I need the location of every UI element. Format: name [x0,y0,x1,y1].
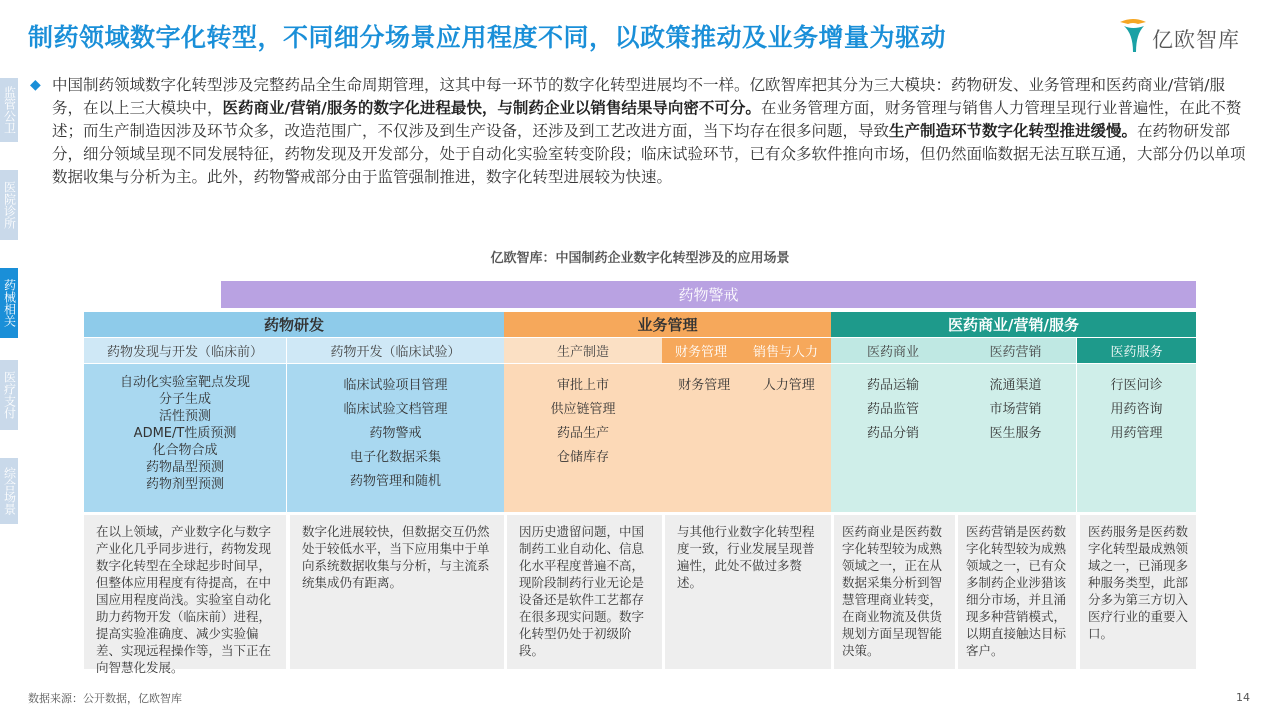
desc-service: 医药服务是医药数字化转型最成熟领域之一，已涌现多种服务类型，此部分多为第三方切入医疗行业的重要入口。 [1080,515,1196,669]
intro-bold-1: 医药商业/营销/服务的数字化进程最快，与制药企业以销售结果导向密不可分。 [222,99,761,117]
source-note: 数据来源：公开数据，亿欧智库 [28,692,182,705]
side-nav-item-payment[interactable]: 医疗支付 [0,360,18,430]
items-finance-sales [662,364,831,512]
desc-clinical: 数字化进展较快，但数据交互仍然处于较低水平，当下应用集中于单向系统数据收集与分析，与主流系统集成仍有距离。 [290,515,504,669]
side-nav-item-regulation[interactable]: 监管公卫 [0,78,18,142]
sub-head-finance-sales [662,338,831,363]
logo-mark-icon [1118,18,1148,54]
items-discovery [84,364,286,512]
list-item: ADME/T性质预测 [133,426,237,441]
items-marketing [955,364,1076,512]
page-number: 14 [1236,691,1250,704]
side-nav-item-pharma[interactable]: 药械相关 [0,268,18,338]
list-item: 药品监管 [866,402,919,417]
desc-discovery: 在以上领域，产业数字化与数字产业化几乎同步进行，药物发现数字化转型在全球起步时间早，但整体应用程度有待提高，在中国应用程度尚浅。实验室自动化助力药物开发（临床前）进程，提高实验准确度、减少实验偏差、实现远程操作等，当下正在向智慧化发展。 [84,515,286,669]
logo-text: 亿欧智库 [1152,28,1240,52]
list-item: 化合物合成 [152,443,218,458]
desc-manufacturing: 因历史遗留问题，中国制药工业自动化、信息化水平程度普遍不高，现阶段制药行业无论是设备还是软件工艺都存在很多现实问题。数字化转型仍处于初级阶段。 [507,515,662,669]
intro-paragraph [30,74,1252,189]
desc-marketing: 医药营销是医药数字化转型较为成熟领域之一，已有众多制药企业涉猎该细分市场，并且涌现多种营销模式，以期直接触达目标客户。 [958,515,1076,669]
list-item: 药品生产 [556,426,609,441]
sub-head-finance: 财务管理 [674,345,727,360]
list-item: 药品分销 [866,426,919,441]
list-item: 审批上市 [556,378,609,393]
desc-finance-sales: 与其他行业数字化转型程度一致，行业发展呈现普遍性，此处不做过多赘述。 [665,515,831,669]
list-item: 药品运输 [866,378,919,393]
list-item: 仓储库存 [556,450,609,465]
list-item: 药物晶型预测 [145,460,224,475]
logo [1118,18,1258,58]
items-clinical [287,364,504,512]
list-item: 流通渠道 [989,378,1042,393]
list-item: 临床试验文档管理 [343,402,448,417]
list-item: 供应链管理 [550,402,616,417]
sub-head-clinical: 药物开发（临床试验） [287,338,504,363]
item-hr: 人力管理 [762,378,815,393]
list-item: 活性预测 [158,409,211,424]
list-item: 市场营销 [989,402,1042,417]
list-item: 药物剂型预测 [145,477,224,492]
group-head-business: 业务管理 [504,312,831,337]
intro-text-3: 在药物研发部分，细分领域呈现不同发展特征，药物发现及开发部分，处于自动化实验室转变阶段；临床试验环节，已有众多软件推向市场，但仍然面临数据无法互联互通，大部分仍以单项数据收集与分析为主。此外，药物警戒部分由于监管强制推进，数字化转型进展较为快速。 [52,122,1246,186]
intro-text-1: 中国制药领域数字化转型涉及完整药品全生命周期管理，这其中每一环节的数字化转型进展均不一样。亿欧智库把其分为三大模块：药物研发、业务管理和医药商业/营销/服务，在以上三大模块中， [52,76,1225,117]
sub-head-service: 医药服务 [1077,338,1196,363]
page-title: 制药领域数字化转型，不同细分场景应用程度不同，以政策推动及业务增量为驱动 [28,23,947,52]
list-item: 电子化数据采集 [349,450,441,465]
list-item: 行医问诊 [1110,378,1163,393]
group-head-commercial: 医药商业/营销/服务 [831,312,1196,337]
top-bar-pharmacovigilance: 药物警戒 [221,281,1196,308]
list-item: 用药咨询 [1110,402,1163,417]
intro-bold-2: 生产制造环节数字化转型推进缓慢。 [889,122,1138,140]
items-manufacturing [504,364,662,512]
list-item: 临床试验项目管理 [343,378,448,393]
items-service [1077,364,1196,512]
sub-head-discovery: 药物发现与开发（临床前） [84,338,286,363]
list-item: 分子生成 [158,392,211,407]
items-commerce [831,364,955,512]
desc-commerce: 医药商业是医药数字化转型较为成熟领域之一，正在从数据采集分析到智慧管理商业转变，在商业物流及供货规划方面呈现智能决策。 [834,515,955,669]
side-nav-item-general[interactable]: 综合场景 [0,458,18,524]
sub-head-sales-hr: 销售与人力 [752,345,818,360]
diamond-bullet-icon: ◆ [30,77,41,93]
list-item: 用药管理 [1110,426,1163,441]
list-item: 药物警戒 [369,426,422,441]
list-item: 自动化实验室靶点发现 [119,375,250,390]
item-finance: 财务管理 [678,378,731,393]
group-head-rd: 药物研发 [84,312,504,337]
sub-head-commerce: 医药商业 [831,338,955,363]
list-item: 药物管理和随机 [349,474,441,489]
list-item [662,374,831,398]
sub-head-manufacturing: 生产制造 [504,338,662,363]
list-item: 医生服务 [989,426,1042,441]
intro-text-2: 在业务管理方面，财务管理与销售人力管理呈现行业普遍性，在此不赘述；而生产制造因涉及环节众多，改造范围广，不仅涉及到生产设备，还涉及到工艺改进方面，当下均存在很多问题，导致 [52,99,1242,140]
diagram-title: 亿欧智库：中国制药企业数字化转型涉及的应用场景 [490,251,790,266]
sub-head-marketing: 医药营销 [955,338,1076,363]
side-nav-item-hospital[interactable]: 医院诊所 [0,170,18,240]
